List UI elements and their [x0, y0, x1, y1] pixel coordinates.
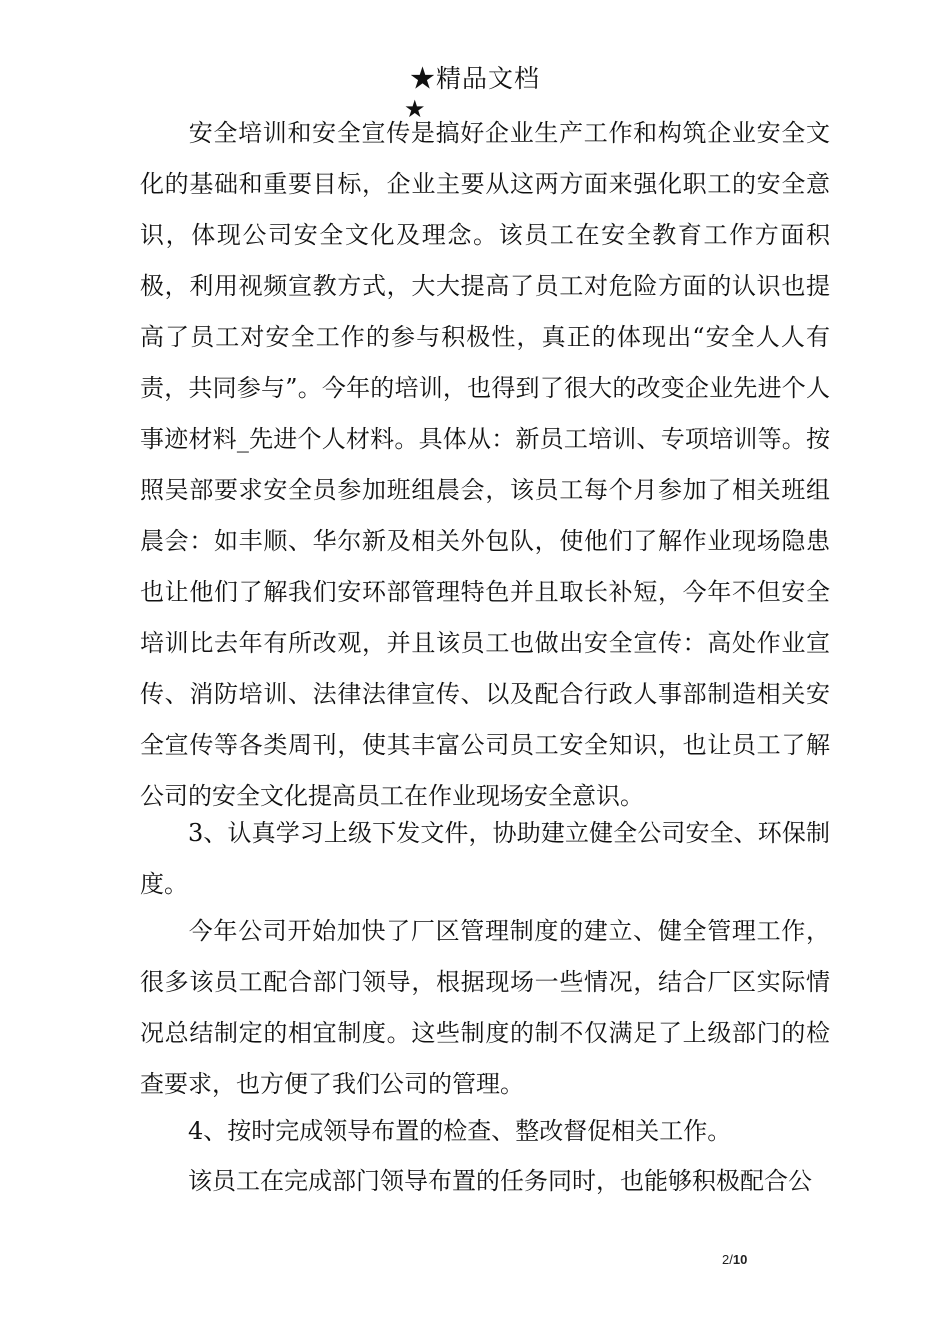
- body-paragraph: [140, 808, 830, 910]
- page-total: 10: [732, 1252, 748, 1267]
- body-paragraph: [140, 108, 830, 822]
- paragraph-text: 今年公司开始加快了厂区管理制度的建立、健全管理工作，很多该员工配合部门领导，根据现场一些情况，结合厂区实际情况总结制定的相宜制度。这些制度的制不仅满足了上级部门的检查要求，也方便了我们公司的管理。: [140, 917, 830, 1098]
- paragraph-text: 安全培训和安全宣传是搞好企业生产工作和构筑企业安全文化的基础和重要目标，企业主要从这两方面来强化职工的安全意识，体现公司安全文化及理念。该员工在安全教育工作方面积极，利用视频宣教方式，大大提高了员工对危险方面的认识也提高了员工对安全工作的参与积极性，真正的体现出“安全人人有责，共同参与”。今年的培训，也得到了很大的改变企业先进个人事迹材料_先进个人材料。具体从：新员工培训、专项培训等。按照吴部要求安全员参加班组晨会，该员工每个月参加了相关班组晨会：如丰顺、华尔新及相关外包队，使他们了解作业现场隐患也让他们了解我们安环部管理特色并且取长补短，今年不但安全培训比去年有所改观，并且该员工也做出安全宣传：高处作业宣传、消防培训、法律法律宣传、以及配合行政人事部制造相关安全宣传等各类周刊，使其丰富公司员工安全知识，也让员工了解公司的安全文化提高员工在作业现场安全意识。: [140, 119, 830, 810]
- page-current: 2/: [722, 1252, 733, 1267]
- document-header-title: ★精品文档: [409, 64, 540, 93]
- paragraph-text: 该员工在完成部门领导布置的任务同时，也能够积极配合公: [188, 1167, 812, 1195]
- paragraph-text: 4、按时完成领导布置的检查、整改督促相关工作。: [188, 1117, 732, 1145]
- paragraph-text: 3、认真学习上级下发文件，协助建立健全公司安全、环保制度。: [140, 819, 830, 898]
- body-paragraph: [140, 906, 830, 1110]
- body-paragraph: [140, 1156, 830, 1207]
- header-star-icon: ★: [404, 95, 426, 123]
- page-number: [722, 1252, 747, 1268]
- body-paragraph: [140, 1106, 830, 1157]
